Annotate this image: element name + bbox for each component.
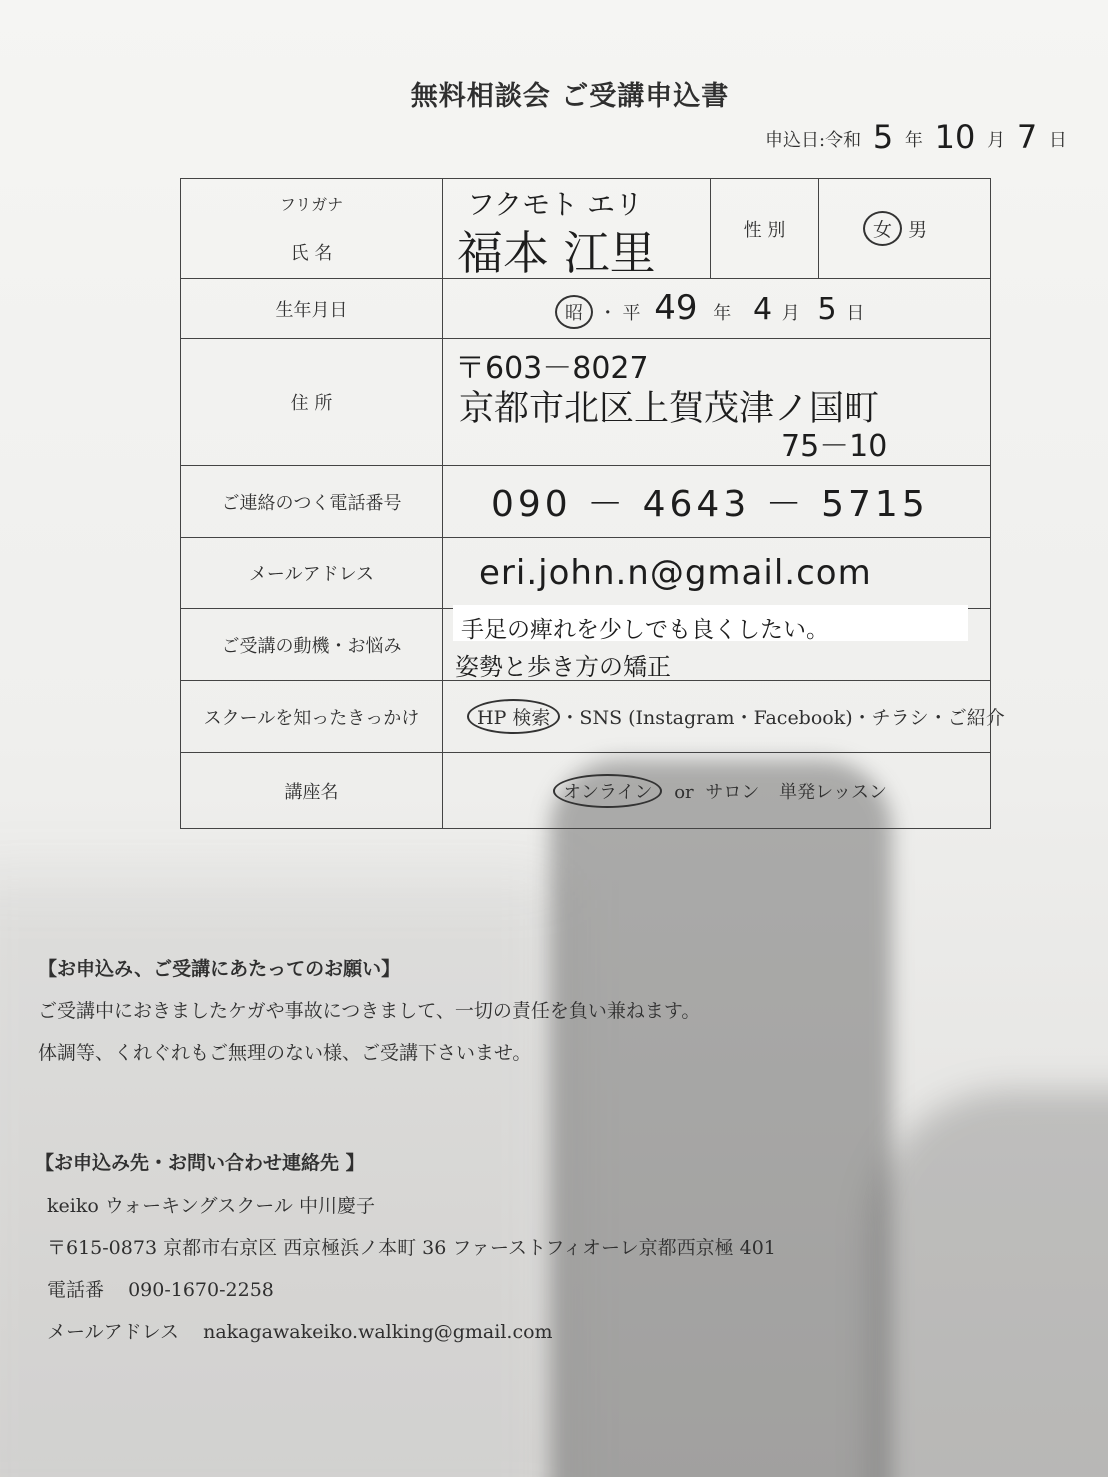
contact-phone: 090-1670-2258: [128, 1279, 274, 1301]
course-label: 講座名: [181, 753, 443, 829]
era-option-showa: 昭: [555, 295, 593, 329]
date-year: 5: [872, 118, 894, 156]
contact-section: [35, 1148, 776, 1353]
source-option-hp: HP 検索: [467, 699, 560, 734]
birth-year: 49: [654, 288, 698, 328]
name-value: 福本 江里: [457, 226, 656, 280]
address-postal: 〒603－8027: [455, 351, 649, 386]
notes-section: [38, 948, 700, 1074]
birth-value-cell: [443, 279, 991, 339]
era-option-heisei: 平: [622, 303, 641, 324]
name-label: 氏 名: [290, 243, 333, 264]
row-email: [181, 538, 991, 609]
date-label: 申込日:令和: [765, 130, 862, 151]
source-separator: ・: [560, 707, 580, 729]
phone-value: 090 － 4643 － 5715: [443, 466, 991, 538]
phone-label: ご連絡のつく電話番号: [181, 466, 443, 538]
application-date: [765, 116, 1067, 154]
shadow-right: [870, 1090, 1108, 1477]
notes-line: 体調等、くれぐれもご無理のない様、ご受講下さいませ。: [38, 1042, 532, 1064]
contact-email: nakagawakeiko.walking@gmail.com: [203, 1321, 553, 1343]
row-course: [181, 753, 991, 829]
row-address: [181, 339, 991, 466]
birth-day: 5: [817, 292, 837, 327]
date-year-unit: 年: [904, 130, 923, 151]
course-option-single: 単発レッスン: [779, 781, 887, 803]
notes-heading: 【お申込み、ご受講にあたってのお願い】: [38, 958, 401, 980]
source-value-cell: [443, 681, 1005, 753]
row-source: [181, 681, 991, 753]
address-line1: 京都市北区上賀茂津ノ国町: [459, 389, 880, 429]
notes-line: ご受講中におきましたケガや事故につきまして、一切の責任を負い兼ねます。: [38, 1000, 701, 1022]
contact-heading: 【お申込み先・お問い合わせ連絡先 】: [35, 1152, 365, 1174]
address-line2: 75－10: [781, 429, 888, 464]
date-month: 10: [934, 118, 976, 156]
email-label: メールアドレス: [181, 538, 443, 609]
source-option-sns: SNS (Instagram・Facebook): [579, 707, 853, 729]
gender-label: 性 別: [711, 179, 819, 279]
application-form: [180, 178, 1005, 829]
name-label-cell: [181, 179, 443, 279]
gender-option-male: 男: [908, 219, 928, 241]
furigana-label: フリガナ: [279, 195, 344, 214]
motivation-line1: 手足の痺れを少しでも良くしたい。: [461, 617, 829, 643]
source-label: スクールを知ったきっかけ: [181, 681, 443, 753]
course-value-cell: [443, 753, 991, 829]
row-name: [181, 179, 991, 279]
motivation-line2: 姿勢と歩き方の矯正: [455, 653, 671, 681]
source-option-flyer: チラシ: [871, 707, 929, 729]
name-value-cell: [443, 179, 711, 279]
contact-address: 〒615-0873 京都市右京区 西京極浜ノ本町 36 ファーストフィオーレ京都西京極 401: [47, 1237, 776, 1259]
address-label: 住 所: [181, 339, 443, 466]
motivation-value-cell: [443, 609, 991, 681]
course-option-online: オンライン: [553, 774, 662, 808]
birth-month: 4: [752, 292, 773, 327]
birth-label: 生年月日: [181, 279, 443, 339]
address-value-cell: [443, 339, 991, 466]
birth-day-unit: 日: [846, 303, 865, 324]
contact-email-label: メールアドレス: [47, 1321, 180, 1343]
row-phone: [181, 466, 991, 538]
email-value: eri.john.n@gmail.com: [443, 538, 991, 609]
course-connector: or: [674, 781, 694, 803]
row-birth: [181, 279, 991, 339]
source-separator: ・: [852, 707, 872, 729]
gender-option-female: 女: [863, 211, 902, 246]
row-motivation: [181, 609, 991, 681]
birth-year-unit: 年: [713, 303, 732, 324]
date-day: 7: [1016, 118, 1038, 156]
source-separator: ・: [928, 707, 948, 729]
era-separator: ・: [598, 303, 617, 324]
shadow-figure: [550, 760, 892, 1477]
contact-email-line: [47, 1311, 776, 1353]
date-month-unit: 月: [987, 130, 1006, 151]
page-title: 無料相談会 ご受講申込書: [410, 81, 730, 112]
motivation-label: ご受講の動機・お悩み: [181, 609, 443, 681]
gender-value-cell: [819, 179, 991, 279]
source-option-referral: ご紹介: [947, 707, 1005, 729]
birth-month-unit: 月: [781, 303, 800, 324]
contact-school: keiko ウォーキングスクール 中川慶子: [47, 1195, 375, 1217]
contact-phone-line: [47, 1269, 776, 1311]
course-option-salon: サロン: [705, 781, 760, 803]
furigana-value: フクモト エリ: [467, 188, 644, 221]
contact-phone-label: 電話番: [47, 1279, 105, 1301]
date-day-unit: 日: [1048, 130, 1067, 151]
